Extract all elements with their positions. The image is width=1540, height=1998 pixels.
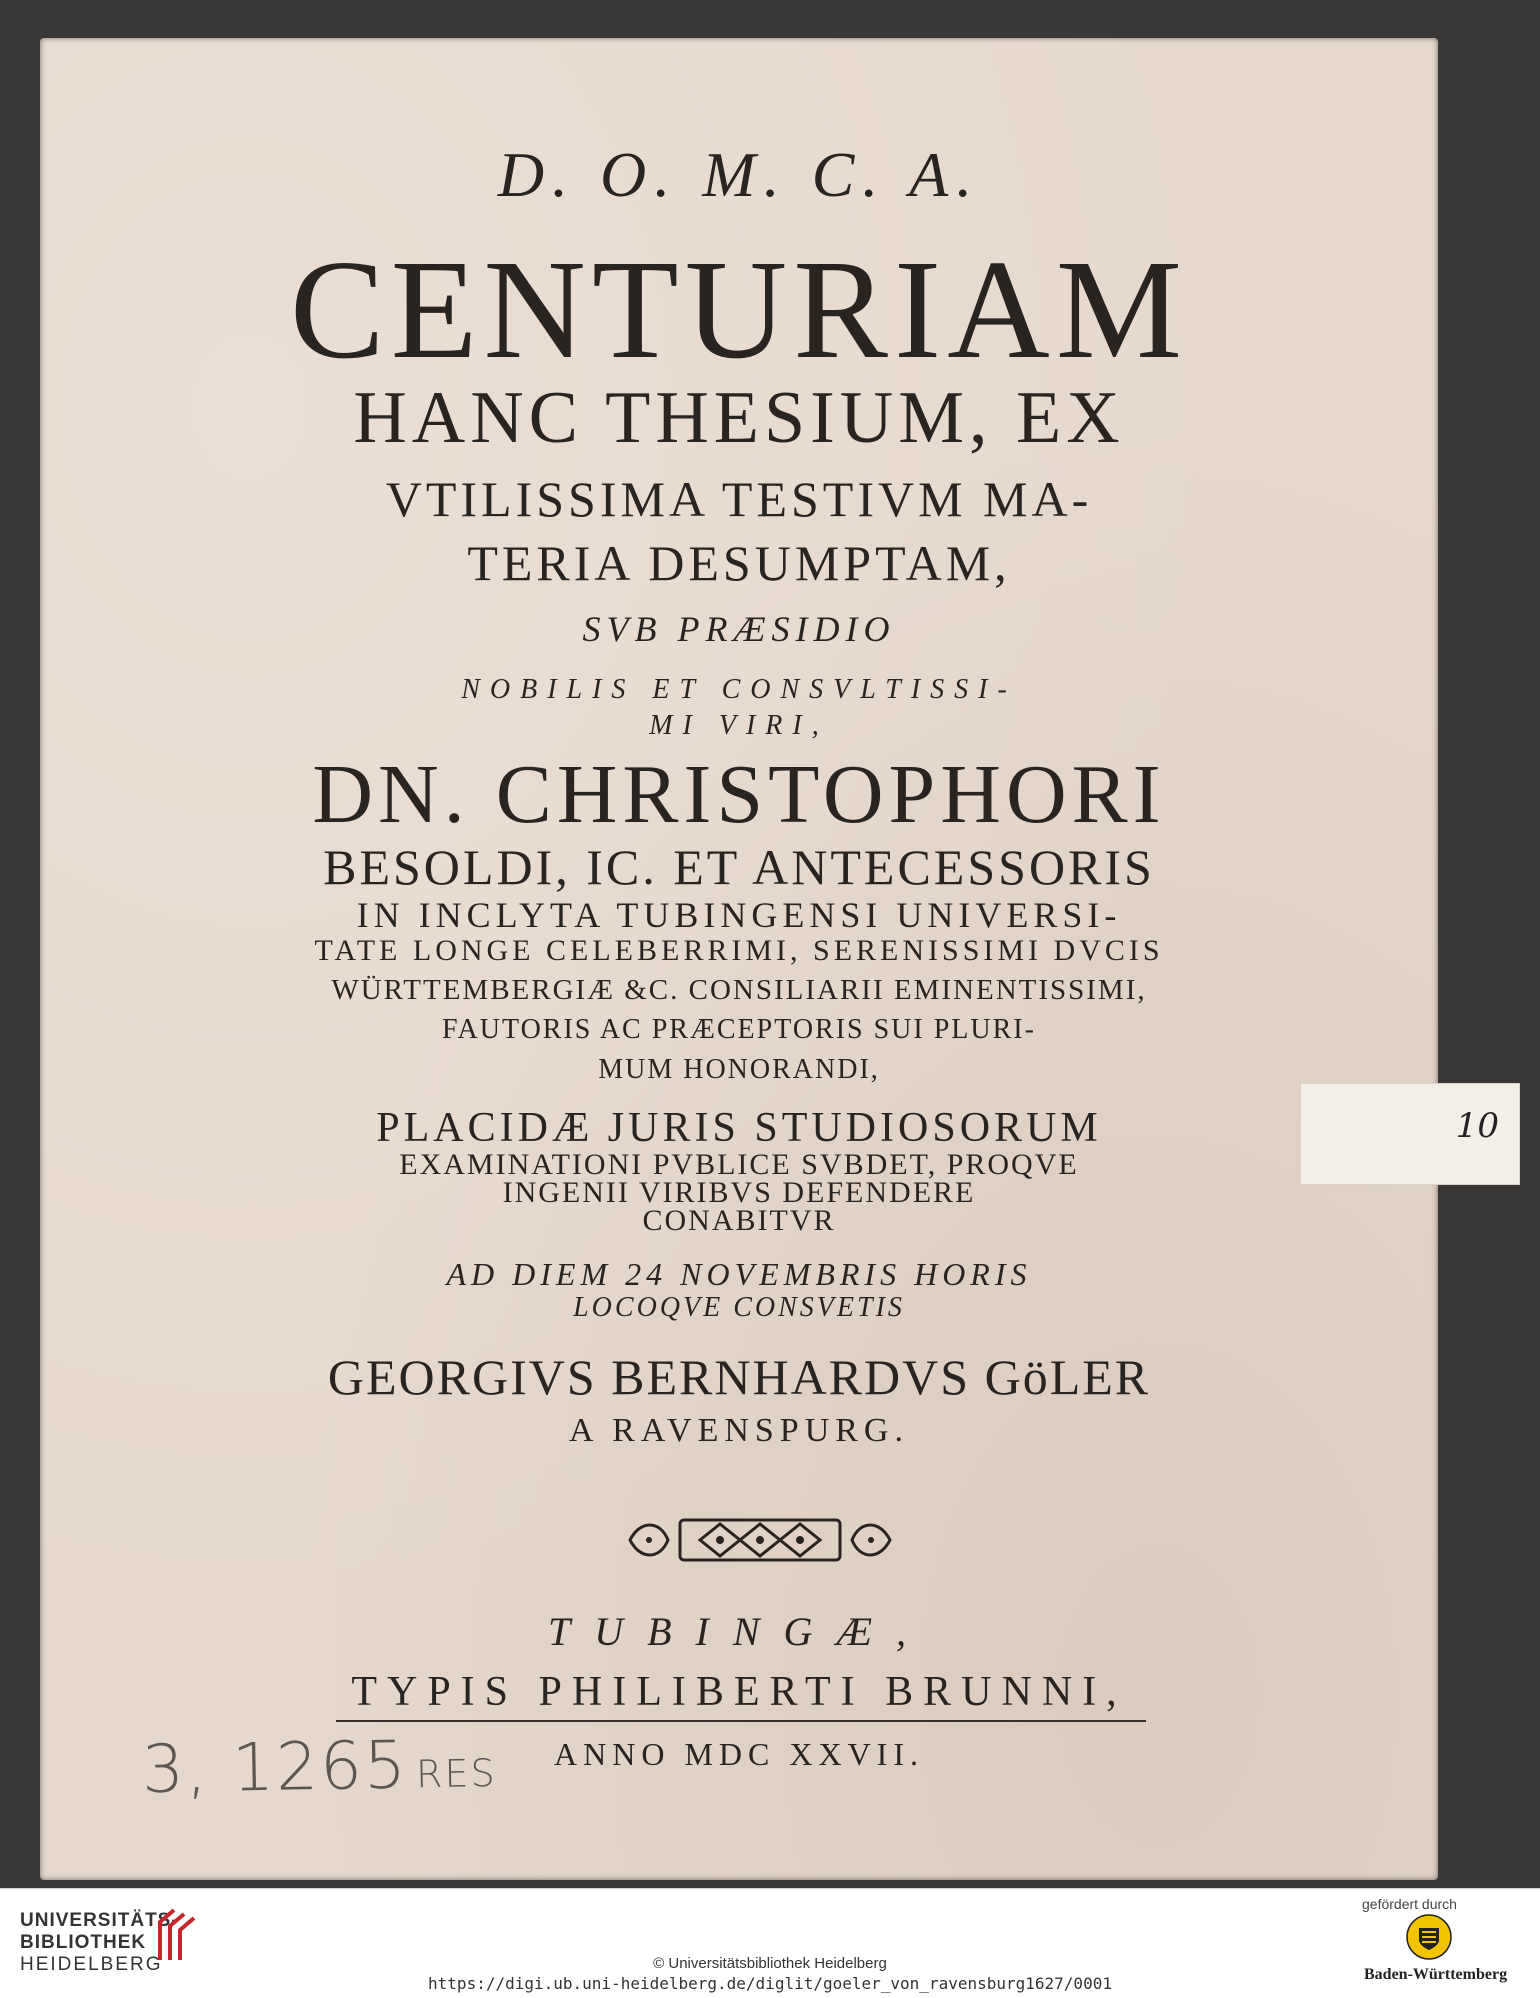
date-line: AD DIEM 24 NOVEMBRIS HORIS: [446, 1256, 1032, 1292]
title-line-2: HANC THESIUM, EX: [353, 377, 1125, 459]
title-line-4: TERIA DESUMPTAM,: [467, 535, 1011, 591]
place-line: LOCOQVE CONSVETIS: [573, 1292, 905, 1323]
nobilis-line: NOBILIS ET CONSVLTISSI-: [461, 674, 1017, 705]
sub-praesidio: SVB PRÆSIDIO: [582, 609, 896, 649]
respondent-origin: A RAVENSPURG.: [568, 1412, 909, 1449]
permalink-url[interactable]: https://digi.ub.uni-heidelberg.de/diglit/goeler_von_ravensburg1627/0001: [428, 1974, 1112, 1993]
presider-title-6: MUM HONORANDI,: [598, 1054, 880, 1085]
library-name-line3: HEIDELBERG: [20, 1954, 163, 1975]
imprint-year: ANNO MDC XXVII.: [554, 1736, 924, 1772]
title-page: [40, 38, 1438, 1880]
examination-line-3: INGENII VIRIBVS DEFENDERE: [502, 1176, 976, 1209]
funded-by-label: gefördert durch: [1362, 1896, 1457, 1912]
examination-line-1: PLACIDÆ JURIS STUDIOSORUM: [376, 1105, 1102, 1151]
paper-tab-slip: [1300, 1083, 1520, 1185]
shelfmark-suffix: RES: [415, 1750, 497, 1797]
printers-ornament-icon: [620, 1512, 900, 1568]
funder-name: Baden-Württemberg: [1364, 1966, 1508, 1983]
presider-title-2: IN INCLYTA TUBINGENSI UNIVERSI-: [356, 895, 1122, 935]
presider-title-4: WÜRTTEMBERGIÆ &C. CONSILIARII EMINENTISSIMI,: [331, 974, 1147, 1006]
library-name-line1: UNIVERSITÄTS-: [20, 1910, 179, 1931]
shelfmark-number: 3, 1265: [141, 1726, 409, 1809]
copyright-text: © Universitätsbibliothek Heidelberg: [653, 1955, 887, 1972]
examination-line-4: CONABITVR: [642, 1204, 836, 1237]
imprint-place: TUBINGÆ,: [547, 1609, 931, 1654]
presider-name: DN. CHRISTOPHORI: [312, 748, 1166, 841]
title-centuriam: CENTURIAM: [289, 230, 1189, 388]
presider-title-3: TATE LONGE CELEBERRIMI, SERENISSIMI DVCIS: [314, 934, 1164, 967]
examination-line-2: EXAMINATIONI PVBLICE SVBDET, PROQVE: [399, 1148, 1079, 1181]
imprint-rule: [336, 1720, 1146, 1722]
baden-wuerttemberg-seal-icon[interactable]: [1406, 1914, 1452, 1960]
respondent-name: GEORGIVS BERNHARDVS GöLER: [327, 1349, 1151, 1405]
tab-number: 10: [1455, 1106, 1499, 1146]
title-line-3: VTILISSIMA TESTIVM MA-: [385, 471, 1093, 527]
mi-viri-line: MI VIRI,: [649, 710, 829, 741]
imprint-printer: TYPIS PHILIBERTI BRUNNI,: [351, 1669, 1127, 1715]
presider-title-5: FAUTORIS AC PRÆCEPTORIS SUI PLURI-: [442, 1014, 1036, 1045]
presider-title-1: BESOLDI, IC. ET ANTECESSORIS: [323, 839, 1155, 895]
library-name-line2: BIBLIOTHEK: [20, 1932, 147, 1953]
handwritten-shelfmark: [141, 1725, 497, 1808]
dedication-line: D. O. M. C. A.: [497, 139, 981, 210]
